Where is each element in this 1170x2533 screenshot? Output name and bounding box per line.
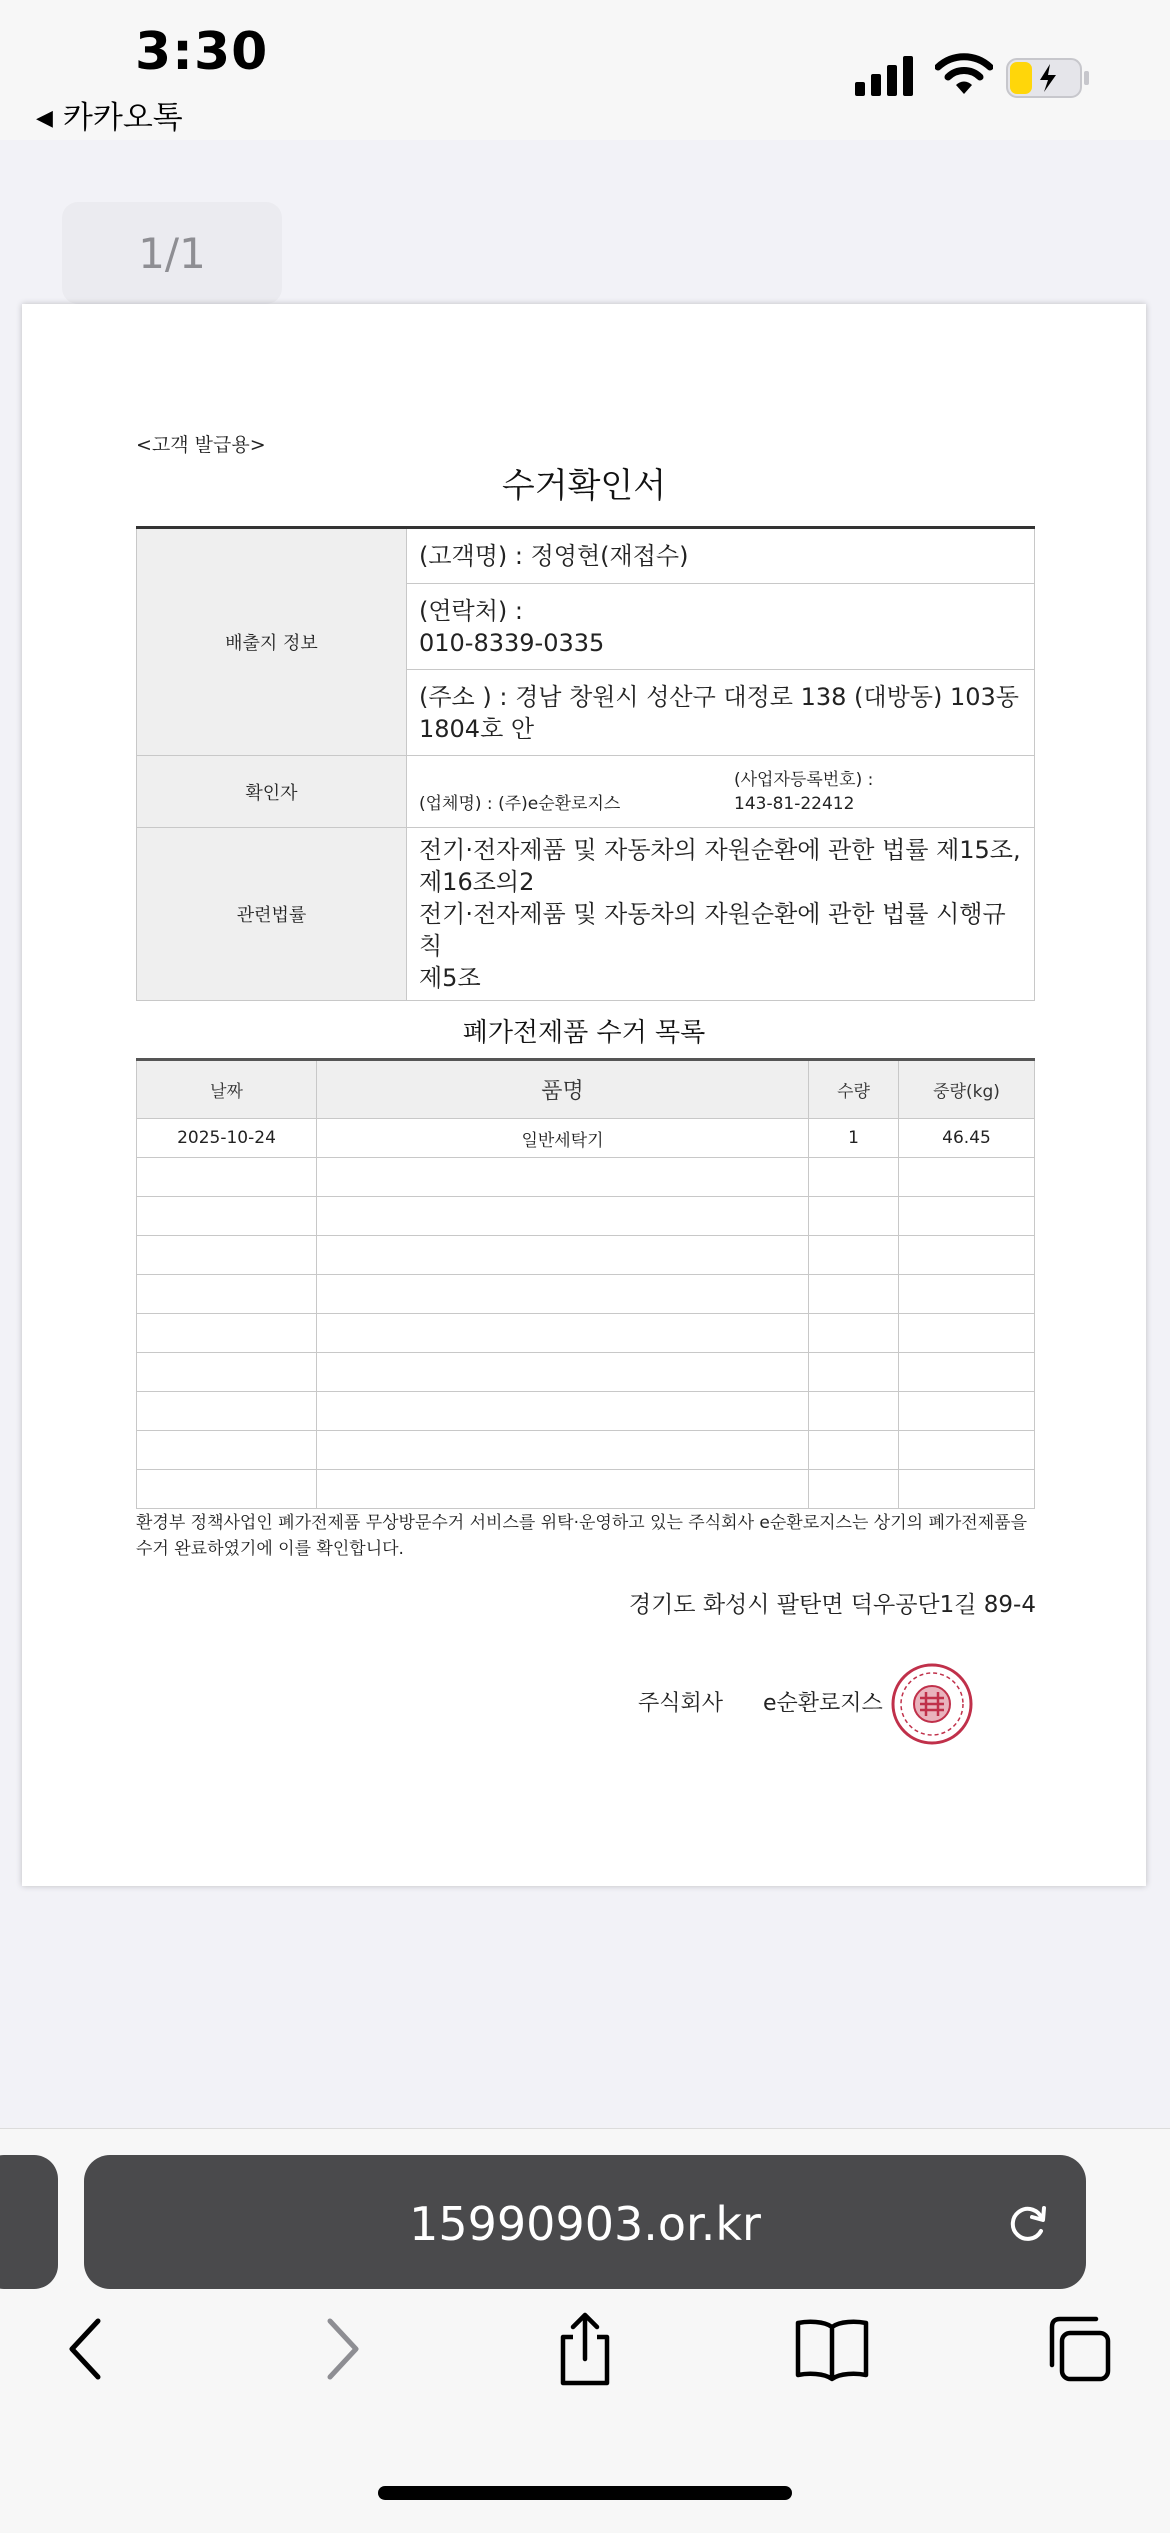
bookmarks-icon[interactable] — [794, 2311, 870, 2387]
law-cell — [407, 828, 1035, 1001]
info-table — [136, 526, 1035, 1001]
empty-row — [137, 1236, 1035, 1275]
notice-line-2: 수거 완료하였기에 이를 확인합니다. — [136, 1539, 404, 1559]
back-app-label: 카카오톡 — [62, 100, 183, 136]
row-qty: 1 — [809, 1119, 899, 1158]
address-line-2: 1804호 안 — [419, 714, 535, 743]
header-qty: 수량 — [809, 1060, 899, 1119]
label-law: 관련법률 — [137, 828, 407, 1001]
status-bar — [0, 0, 1170, 140]
biz-no-label: (사업자등록번호) : — [734, 769, 874, 790]
browser-bottom-bar — [0, 2128, 1170, 2533]
customer-name: (고객명) : 정영현(재접수) — [407, 528, 1035, 584]
company-signature — [638, 1686, 883, 1717]
reload-icon[interactable] — [1004, 2199, 1052, 2247]
header-weight: 중량(kg) — [899, 1060, 1035, 1119]
empty-row — [137, 1314, 1035, 1353]
back-triangle-icon: ◀ — [36, 106, 53, 131]
company-name: (업체명) : (주)e순환로지스 — [419, 793, 621, 814]
contact-value: 010-8339-0335 — [419, 628, 605, 657]
document-viewer[interactable] — [0, 140, 1170, 2130]
label-confirmer: 확인자 — [137, 756, 407, 828]
confirmation-notice — [136, 1510, 1036, 1562]
address-line-1: (주소 ) : 경남 창원시 성산구 대정로 138 (대방동) 103동 — [419, 682, 1019, 711]
contact-cell — [407, 584, 1035, 670]
document-title: 수거확인서 — [501, 466, 667, 506]
empty-row — [137, 1158, 1035, 1197]
law-line-2: 제16조의2 — [419, 868, 535, 896]
copy-label: <고객 발급용> — [136, 434, 266, 456]
previous-tab-preview[interactable] — [0, 2155, 58, 2289]
list-title: 폐가전제품 수거 목록 — [462, 1018, 706, 1048]
header-item: 품명 — [317, 1060, 809, 1119]
back-icon[interactable] — [50, 2311, 126, 2387]
wifi-icon — [935, 52, 993, 96]
home-indicator — [378, 2486, 792, 2500]
empty-row — [137, 1431, 1035, 1470]
confirmer-cell — [407, 756, 1035, 828]
tabs-icon[interactable] — [1040, 2311, 1116, 2387]
row-item: 일반세탁기 — [317, 1119, 809, 1158]
row-weight: 46.45 — [899, 1119, 1035, 1158]
label-origin: 배출지 정보 — [137, 528, 407, 756]
status-time: 3:30 — [135, 22, 269, 82]
url-text: 15990903.or.kr — [409, 2197, 761, 2251]
biz-no-value: 143-81-22412 — [734, 793, 855, 814]
company-brand: e순환로지스 — [763, 1691, 883, 1716]
address-bar[interactable] — [84, 2155, 1086, 2289]
table-row — [137, 1119, 1035, 1158]
company-prefix: 주식회사 — [638, 1691, 724, 1716]
share-icon[interactable] — [547, 2311, 623, 2387]
battery-icon — [1006, 58, 1090, 98]
forward-icon[interactable] — [302, 2311, 378, 2387]
collection-list-table — [136, 1058, 1035, 1509]
contact-label: (연락처) : — [419, 596, 523, 625]
company-address: 경기도 화성시 팔탄면 덕우공단1길 89-4 — [628, 1592, 1036, 1618]
notice-line-1: 환경부 정책사업인 폐가전제품 무상방문수거 서비스를 위탁·운영하고 있는 주식회사 e순환로지스는 상기의 폐가전제품을 — [136, 1513, 1027, 1533]
signal-icon — [855, 56, 915, 96]
address-cell — [407, 670, 1035, 756]
page-indicator: 1/1 — [62, 202, 282, 304]
empty-row — [137, 1275, 1035, 1314]
empty-row — [137, 1353, 1035, 1392]
row-date: 2025-10-24 — [137, 1119, 317, 1158]
law-line-3: 전기·전자제품 및 자동차의 자원순환에 관한 법률 시행규칙 — [419, 900, 1006, 960]
empty-row — [137, 1470, 1035, 1509]
document-page — [22, 304, 1146, 1886]
empty-row — [137, 1392, 1035, 1431]
law-line-4: 제5조 — [419, 964, 481, 992]
header-date: 날짜 — [137, 1060, 317, 1119]
law-line-1: 전기·전자제품 및 자동차의 자원순환에 관한 법률 제15조, — [419, 836, 1021, 864]
empty-row — [137, 1197, 1035, 1236]
company-seal-icon — [890, 1662, 974, 1746]
back-to-app-link[interactable] — [36, 92, 183, 137]
